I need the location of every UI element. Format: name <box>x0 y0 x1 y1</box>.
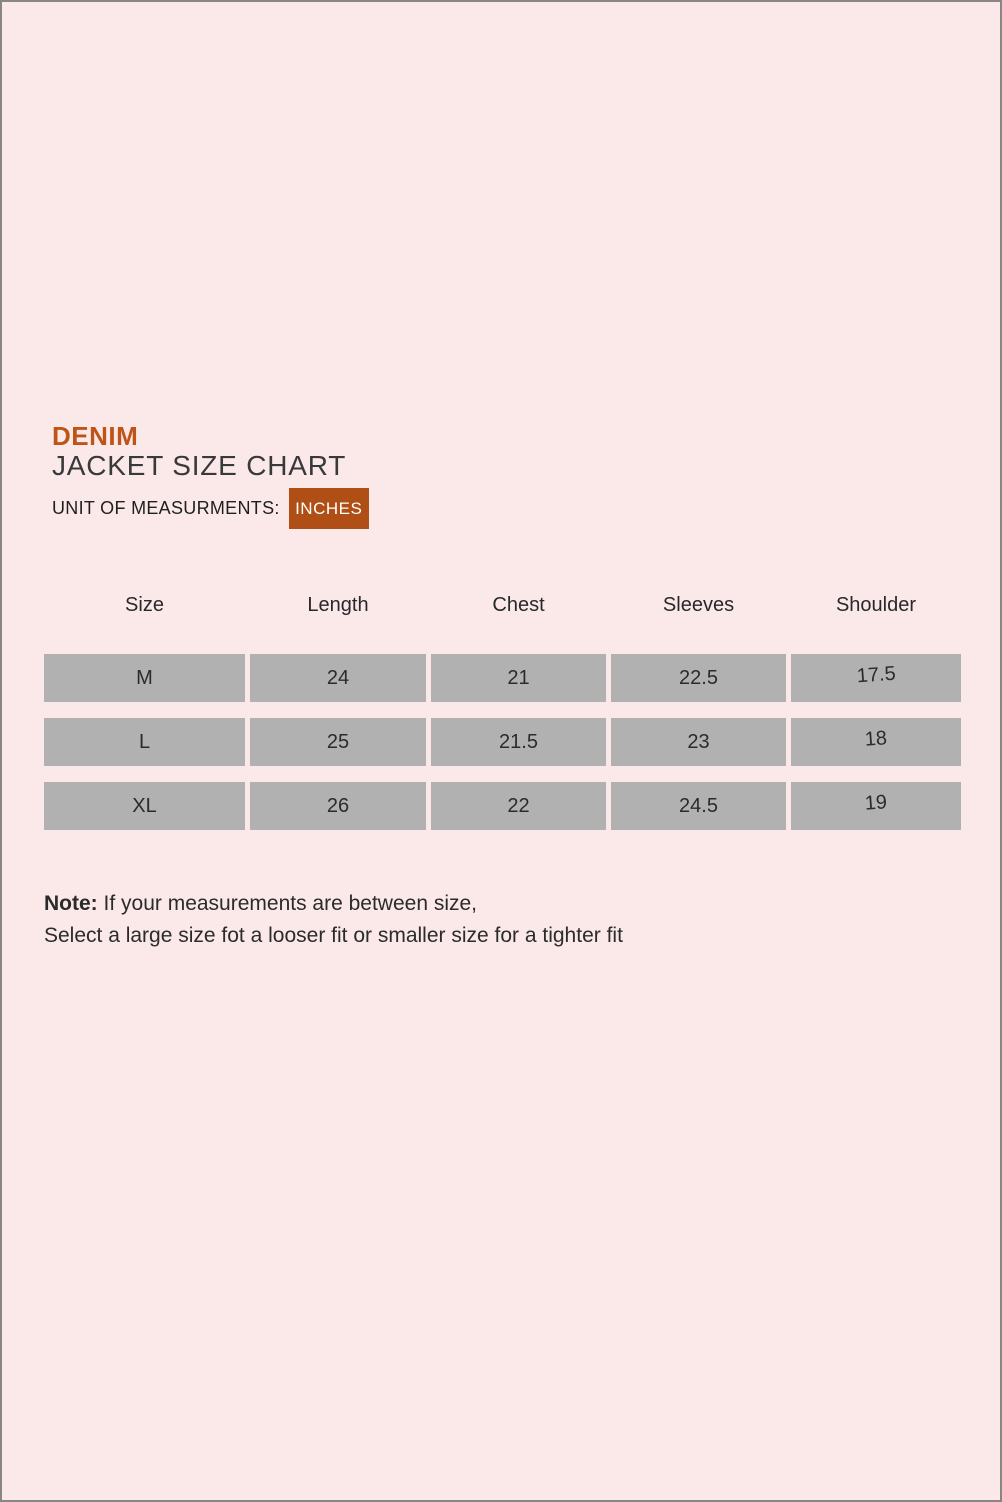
cell-value: 22.5 <box>679 666 718 689</box>
table-cell <box>611 718 786 766</box>
table-cell <box>791 782 961 830</box>
size-cell <box>44 782 245 830</box>
page-title: JACKET SIZE CHART <box>52 450 347 481</box>
cell-value: 17.5 <box>855 662 896 687</box>
size-table <box>44 592 961 830</box>
column-header: Size <box>125 593 164 616</box>
column-header: Length <box>307 593 369 616</box>
note-label: Note: <box>44 892 98 915</box>
unit-badge: INCHES <box>289 488 369 529</box>
cell-value: 21 <box>507 666 530 689</box>
table-cell <box>611 782 786 830</box>
table-cell <box>611 654 786 702</box>
cell-value: M <box>136 666 153 689</box>
note-text <box>44 888 623 952</box>
table-cell <box>791 718 961 766</box>
cell-value: 18 <box>863 726 888 751</box>
note-line-1 <box>44 888 623 920</box>
cell-value: 24.5 <box>679 794 718 817</box>
size-cell <box>44 718 245 766</box>
column-header: Sleeves <box>662 593 735 616</box>
note-line-1-text: If your measurements are between size, <box>97 892 478 915</box>
note-line-2: Select a large size fot a looser fit or smaller size for a tighter fit <box>44 924 623 947</box>
cell-value: 21.5 <box>499 730 538 753</box>
cell-value: 26 <box>326 794 350 817</box>
table-cell <box>250 782 426 830</box>
table-cell <box>431 654 606 702</box>
cell-value: L <box>138 730 151 753</box>
brand-title: DENIM <box>52 421 139 451</box>
cell-value: 23 <box>687 730 710 753</box>
cell-value: 22 <box>507 794 530 817</box>
table-body <box>44 654 961 830</box>
unit-label: UNIT OF MEASURMENTS: <box>52 498 280 518</box>
table-header-row <box>44 592 961 618</box>
table-cell <box>250 654 426 702</box>
cell-value: 25 <box>326 730 350 753</box>
size-cell <box>44 654 245 702</box>
table-cell <box>250 718 426 766</box>
unit-of-measurement-row <box>52 488 369 529</box>
cell-value: 19 <box>863 790 888 815</box>
table-cell <box>791 654 961 702</box>
column-header: Shoulder <box>835 593 917 616</box>
table-cell <box>431 782 606 830</box>
cell-value: 24 <box>326 666 350 689</box>
table-cell <box>431 718 606 766</box>
column-header: Chest <box>492 593 545 616</box>
cell-value: XL <box>132 794 157 817</box>
